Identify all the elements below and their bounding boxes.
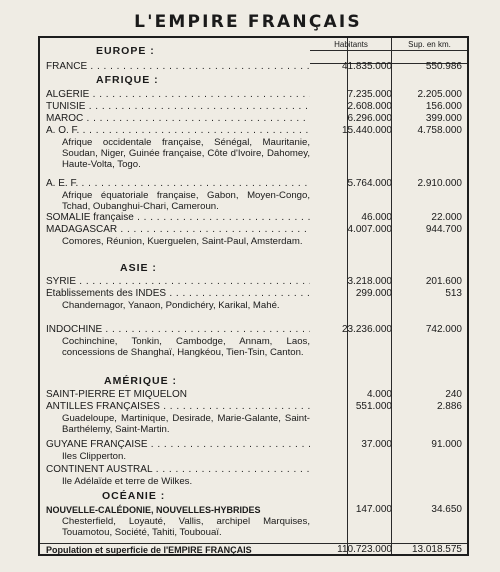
population-value: 23.236.000 (341, 324, 392, 335)
area-value: 2.205.000 (417, 89, 462, 100)
territory-name: SYRIE . . . (46, 276, 310, 288)
area-value: 201.600 (425, 276, 462, 287)
table-row (40, 101, 467, 113)
total-population: 110.723.000 (337, 544, 392, 555)
table-row (40, 439, 467, 451)
territory-description: Guadeloupe, Martinique, Desirade, Marie-Galante, Saint-Barthélemy, Saint-Martin. (62, 413, 310, 436)
page-title: L'EMPIRE FRANÇAIS (134, 12, 362, 32)
column-header-habitants: Habitants (334, 40, 368, 49)
area-value: 399.000 (425, 113, 462, 124)
area-value: 742.000 (425, 324, 462, 335)
table-row (40, 61, 467, 73)
area-value: 2.886 (436, 401, 462, 412)
territory-description: Chandernagor, Yanaon, Pondichéry, Karikal, Mahé. (62, 300, 280, 311)
territory-name: CONTINENT AUSTRAL . . . (46, 464, 310, 476)
population-value: 299.000 (355, 288, 392, 299)
table-row (40, 125, 467, 137)
territory-name: TUNISIE . . . (46, 101, 310, 113)
area-value: 550.986 (425, 61, 462, 72)
table-row (40, 178, 467, 190)
territory-name: SAINT-PIERRE ET MIQUELON (46, 389, 187, 400)
area-value: 34.650 (431, 504, 462, 515)
table-row (40, 389, 467, 401)
territory-description: Iles Clipperton. (62, 451, 126, 462)
area-value: 240 (445, 389, 462, 400)
territory-name: A. E. F. . . . (46, 178, 310, 190)
area-value: 4.758.000 (417, 125, 462, 136)
territory-name: GUYANE FRANÇAISE . . . (46, 439, 310, 451)
table-row (40, 288, 467, 300)
area-value: 156.000 (425, 101, 462, 112)
table-row (40, 89, 467, 101)
region-oceanie: OCÉANIE : (102, 490, 166, 502)
region-afrique: AFRIQUE : (96, 74, 159, 86)
territory-name: Établissements des INDES . . . (46, 288, 310, 300)
population-value: 7.235.000 (347, 89, 392, 100)
population-value: 147.000 (355, 504, 392, 515)
territory-name: ANTILLES FRANÇAISES . . . (46, 401, 310, 413)
table-row (40, 401, 467, 413)
area-value: 91.000 (431, 439, 462, 450)
total-area: 13.018.575 (411, 544, 462, 555)
territory-description: Comores, Réunion, Kuerguelen, Saint-Paul, Amsterdam. (62, 236, 303, 247)
territory-name: SOMALIE française . . . (46, 212, 310, 224)
table-row (40, 276, 467, 288)
region-asie: ASIE : (120, 262, 157, 274)
population-value: 6.296.000 (347, 113, 392, 124)
population-value: 3.218.000 (347, 276, 392, 287)
population-value: 4.000 (366, 389, 392, 400)
territory-description: Cochinchine, Tonkin, Cambodge, Annam, Laos, concessions de Shanghaï, Hangkéou, Tien-Tsin, Canton. (62, 336, 310, 359)
table-row (40, 324, 467, 336)
territory-name: MAROC . . . (46, 113, 310, 125)
territory-name: INDOCHINE . . . (46, 324, 310, 336)
territory-name: MADAGASCAR . . . (46, 224, 310, 236)
population-value: 4.007.000 (347, 224, 392, 235)
territory-description: Afrique occidentale française, Sénégal, Mauritanie, Soudan, Niger, Guinée française, Côte d'Ivoire, Dahomey, Haute-Volta, Togo. (62, 137, 310, 171)
area-value: 22.000 (431, 212, 462, 223)
area-value: 2.910.000 (417, 178, 462, 189)
territory-name: ALGÉRIE . . . (46, 89, 310, 101)
territory-name: NOUVELLE-CALÉDONIE, NOUVELLES-HYBRIDES (46, 505, 261, 515)
population-value: 15.440.000 (341, 125, 392, 136)
population-value: 2.608.000 (347, 101, 392, 112)
area-value: 944.700 (425, 224, 462, 235)
area-value: 513 (445, 288, 462, 299)
population-value: 41.835.000 (341, 61, 392, 72)
table-row (40, 212, 467, 224)
territory-description: Ile Adélaïde et terre de Wilkes. (62, 476, 193, 487)
territory-description: Chesterfield, Loyauté, Vallis, archipel Marquises, Touamotou, Société, Tahiti, Toubouaï. (62, 516, 310, 539)
table-row (40, 113, 467, 125)
region-europe: EUROPE : (96, 45, 155, 57)
territory-name: A. O. F. . . . (46, 125, 310, 137)
total-label: Population et superficie de l'EMPIRE FRANÇAIS (46, 545, 252, 555)
population-value: 5.764.000 (347, 178, 392, 189)
column-header-superficie: Sup. en km. (408, 40, 451, 49)
table-row (40, 504, 467, 516)
region-amerique: AMÉRIQUE : (104, 375, 177, 387)
territory-name: FRANCE . . . (46, 61, 310, 73)
population-value: 551.000 (355, 401, 392, 412)
total-row (40, 544, 467, 556)
population-value: 37.000 (361, 439, 392, 450)
population-value: 46.000 (361, 212, 392, 223)
header-divider (310, 50, 467, 51)
empire-table (38, 36, 469, 556)
territory-description: Afrique équatoriale française, Gabon, Moyen-Congo, Tchad, Oubanghui-Chari, Cameroun. (62, 190, 310, 213)
table-row (40, 224, 467, 236)
table-row (40, 464, 467, 476)
